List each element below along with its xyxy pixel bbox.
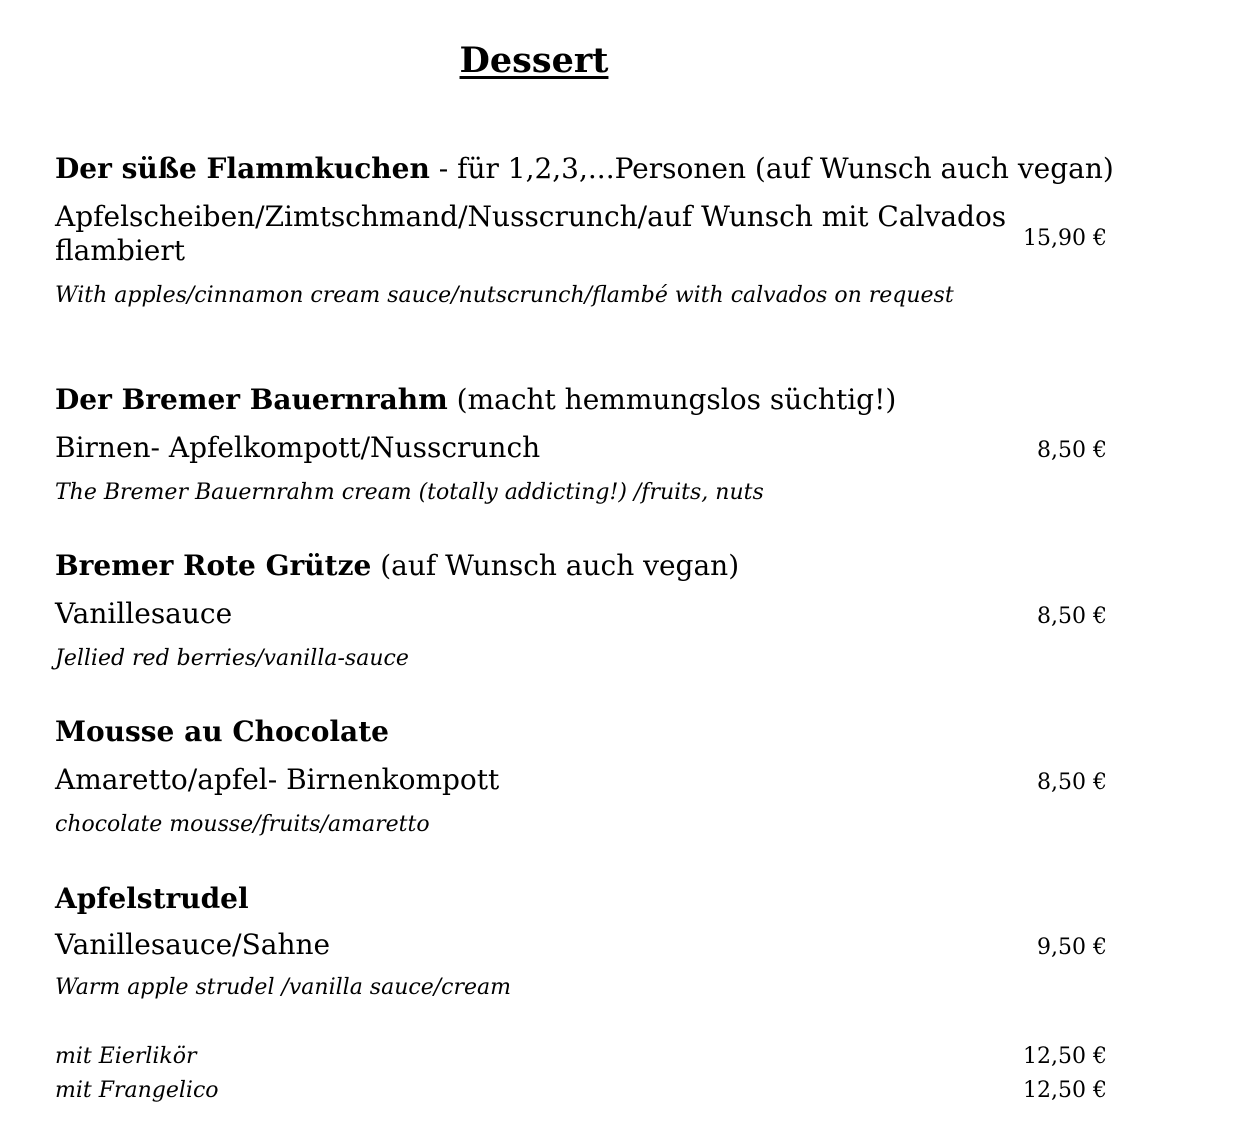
item-heading xyxy=(55,882,1107,916)
item-description-row xyxy=(55,597,1107,631)
item-name: Mousse au Chocolate xyxy=(55,715,389,748)
item-english-description: With apples/cinnamon cream sauce/nutscrunch/flambé with calvados on request xyxy=(55,283,954,308)
extra-price: 12,50 € xyxy=(1023,1044,1107,1069)
item-note: (macht hemmungslos süchtig!) xyxy=(447,383,897,416)
item-english-description: chocolate mousse/fruits/amaretto xyxy=(55,812,430,837)
item-description-row xyxy=(55,928,1107,962)
item-name: Bremer Rote Grütze xyxy=(55,549,372,582)
item-description-row xyxy=(55,200,1107,268)
item-description-row xyxy=(55,431,1107,465)
item-english-description: Warm apple strudel /vanilla sauce/cream xyxy=(55,975,511,1000)
item-heading xyxy=(55,549,1107,583)
item-description: Apfelscheiben/Zimtschmand/Nusscrunch/auf Wunsch mit Calvados flambiert xyxy=(55,200,1007,267)
item-description: Vanillesauce xyxy=(55,597,233,630)
extras-list xyxy=(55,1040,1107,1108)
item-price: 15,90 € xyxy=(1023,226,1107,251)
item-price: 9,50 € xyxy=(1037,935,1107,960)
item-description: Vanillesauce/Sahne xyxy=(55,928,331,961)
item-english-description: The Bremer Bauernrahm cream (totally addicting!) /fruits, nuts xyxy=(55,480,764,505)
item-heading xyxy=(55,715,1107,749)
menu-item-rote-gruetze xyxy=(55,549,1107,673)
extra-label: mit Eierlikör xyxy=(55,1044,197,1069)
item-description: Amaretto/apfel- Birnenkompott xyxy=(55,763,500,796)
item-note: (auf Wunsch auch vegan) xyxy=(371,549,740,582)
menu-item-apfelstrudel xyxy=(55,882,1107,1002)
item-name: Der Bremer Bauernrahm xyxy=(55,383,448,416)
item-heading xyxy=(55,383,1107,417)
item-heading xyxy=(55,152,1114,186)
item-price: 8,50 € xyxy=(1037,438,1107,463)
item-price: 8,50 € xyxy=(1037,604,1107,629)
page-title: Dessert xyxy=(459,40,609,81)
item-description-row xyxy=(55,763,1107,797)
extra-row xyxy=(55,1074,1107,1108)
item-price: 8,50 € xyxy=(1037,770,1107,795)
item-english-description: Jellied red berries/vanilla-sauce xyxy=(55,646,409,671)
extra-row xyxy=(55,1040,1107,1074)
menu-item-flammkuchen xyxy=(55,152,1114,310)
extra-label: mit Frangelico xyxy=(55,1078,219,1103)
item-name: Der süße Flammkuchen xyxy=(55,152,430,185)
item-name: Apfelstrudel xyxy=(55,882,249,915)
extra-price: 12,50 € xyxy=(1023,1078,1107,1103)
item-note: - für 1,2,3,...Personen (auf Wunsch auch vegan) xyxy=(429,152,1114,185)
menu-item-mousse-au-chocolate xyxy=(55,715,1107,839)
item-description: Birnen- Apfelkompott/Nusscrunch xyxy=(55,431,541,464)
menu-item-bremer-bauernrahm xyxy=(55,383,1107,507)
